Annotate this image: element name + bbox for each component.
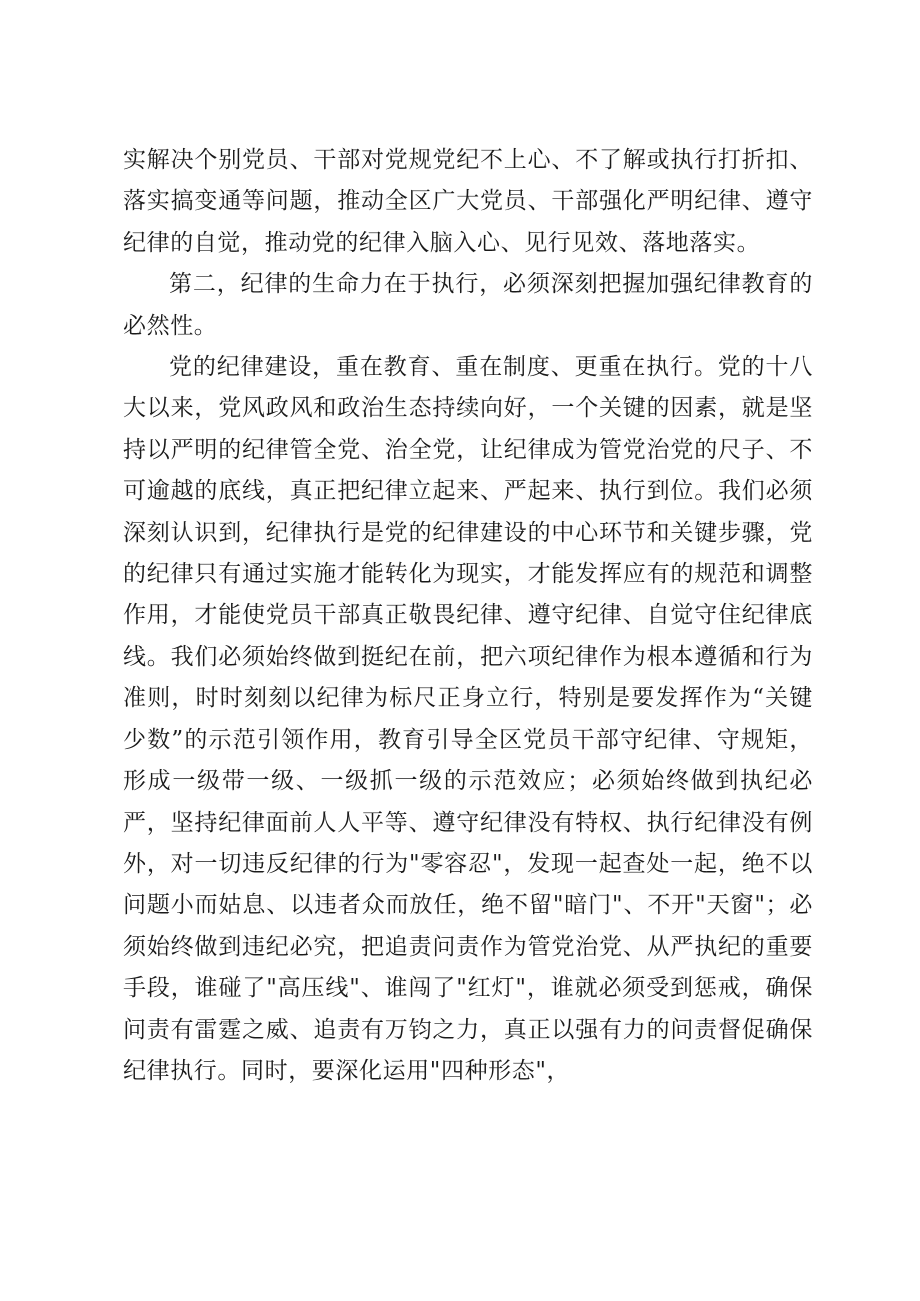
document-body <box>123 140 813 1092</box>
paragraph-continuation: 实解决个别党员、干部对党规党纪不上心、不了解或执行打折扣、落实搞变通等问题，推动全区广大党员、干部强化严明纪律、遵守纪律的自觉，推动党的纪律入脑入心、见行见效、落地落实。 <box>123 147 813 256</box>
paragraph-discipline-execution: 党的纪律建设，重在教育、重在制度、更重在执行。党的十八大以来，党风政风和政治生态持续向好，一个关键的因素，就是坚持以严明的纪律管全党、治全党，让纪律成为管党治党的尺子、不可逾越的底线，真正把纪律立起来、严起来、执行到位。我们必须深刻认识到，纪律执行是党的纪律建设的中心环节和关键步骤，党的纪律只有通过实施才能转化为现实，才能发挥应有的规范和调整作用，才能使党员干部真正敬畏纪律、遵守纪律、自觉守住纪律底线。我们必须始终做到挺纪在前，把六项纪律作为根本遵循和行为准则，时时刻刻以纪律为标尺正身立行，特别是要发挥作为“关键少数”的示范引领作用，教育引导全区党员干部守纪律、守规矩，形成一级带一级、一级抓一级的示范效应；必须始终做到执纪必严，坚持纪律面前人人平等、遵守纪律没有特权、执行纪律没有例外，对一切违反纪律的行为"零容忍"，发现一起查处一起，绝不以问题小而姑息、以违者众而放任，绝不留"暗门"、不开"天窗"；必须始终做到违纪必究，把追责问责作为管党治党、从严执纪的重要手段，谁碰了"高压线"、谁闯了"红灯"，谁就必须受到惩戒，确保问责有雷霆之威、追责有万钧之力，真正以强有力的问责督促确保纪律执行。同时，要深化运用"四种形态"， <box>123 354 813 1084</box>
paragraph-heading-second-point: 第二，纪律的生命力在于执行，必须深刻把握加强纪律教育的必然性。 <box>123 271 813 339</box>
